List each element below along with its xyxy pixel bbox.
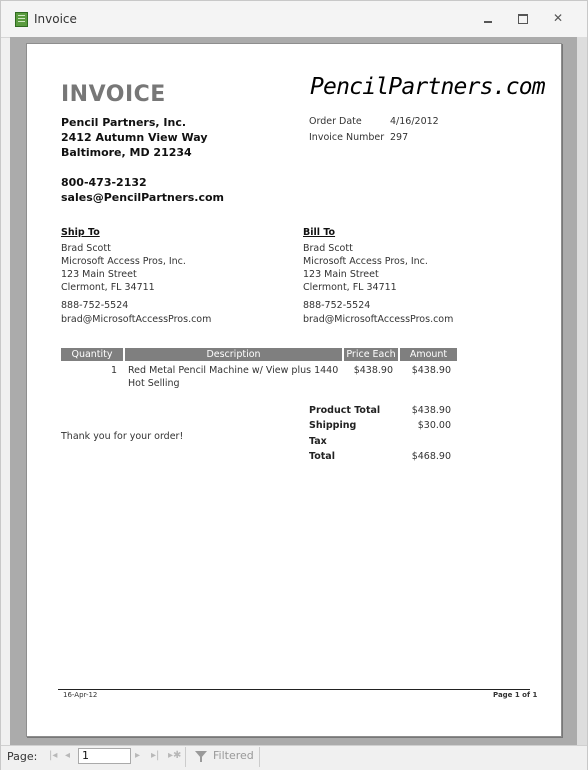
company-address2: Baltimore, MD 21234	[61, 146, 192, 159]
ship-to-address1: 123 Main Street	[61, 269, 137, 280]
vertical-scrollbar[interactable]	[577, 37, 587, 745]
company-email: sales@PencilPartners.com	[61, 191, 225, 204]
ship-to-address2: Clermont, FL 34711	[61, 282, 155, 293]
shipping-label: Shipping	[309, 420, 357, 431]
last-page-button[interactable]: ▸|	[151, 750, 160, 761]
col-header-quantity: Quantity	[61, 348, 123, 361]
row-description-line1: Red Metal Pencil Machine w/ View plus 1440	[128, 365, 339, 376]
filter-toggle[interactable]: Filtered	[213, 749, 254, 762]
total-label: Total	[309, 451, 335, 462]
thank-you-message: Thank you for your order!	[61, 431, 184, 442]
close-icon: ✕	[552, 11, 564, 25]
footer-page: Page 1 of 1	[493, 691, 538, 699]
col-header-amount: Amount	[400, 348, 457, 361]
tax-label: Tax	[309, 436, 327, 447]
ship-to-name: Brad Scott	[61, 243, 111, 254]
report-icon	[15, 12, 28, 27]
order-date-label: Order Date	[309, 116, 362, 127]
invoice-number-value: 297	[390, 132, 409, 143]
bill-to-address1: 123 Main Street	[303, 269, 379, 280]
maximize-button[interactable]	[516, 12, 530, 24]
maximize-icon	[518, 14, 528, 24]
total-value: $468.90	[411, 451, 451, 462]
company-name: Pencil Partners, Inc.	[61, 116, 187, 129]
page-label: Page:	[7, 750, 38, 763]
footer-divider	[58, 689, 530, 690]
bill-to-label: Bill To	[303, 227, 336, 238]
col-header-price: Price Each	[344, 348, 398, 361]
col-header-description: Description	[125, 348, 342, 361]
ship-to-phone: 888-752-5524	[61, 300, 129, 311]
record-navigation-bar	[1, 745, 587, 770]
bill-to-phone: 888-752-5524	[303, 300, 371, 311]
company-phone: 800-473-2132	[61, 176, 147, 189]
status-separator	[185, 747, 186, 767]
ship-to-company: Microsoft Access Pros, Inc.	[61, 256, 186, 267]
company-address1: 2412 Autumn View Way	[61, 131, 208, 144]
company-logo-text: PencilPartners.com	[310, 74, 545, 100]
shipping-value: $30.00	[417, 420, 451, 431]
bill-to-name: Brad Scott	[303, 243, 353, 254]
title-bar	[1, 1, 587, 38]
invoice-heading: INVOICE	[61, 82, 166, 107]
page-number-input[interactable]: 1	[78, 748, 131, 764]
next-page-button[interactable]: ▸	[135, 750, 141, 761]
order-date-value: 4/16/2012	[390, 116, 439, 127]
row-description-line2: Hot Selling	[128, 378, 180, 389]
close-button[interactable]	[551, 12, 565, 24]
bill-to-address2: Clermont, FL 34711	[303, 282, 397, 293]
status-separator	[259, 747, 260, 767]
footer-date: 16-Apr-12	[63, 691, 98, 699]
minimize-button[interactable]	[481, 12, 495, 24]
new-record-button[interactable]: ▸✱	[168, 750, 182, 761]
ship-to-label: Ship To	[61, 227, 100, 238]
ship-to-email: brad@MicrosoftAccessPros.com	[61, 314, 212, 325]
row-quantity: 1	[110, 365, 117, 376]
product-total-value: $438.90	[411, 405, 451, 416]
first-page-button[interactable]: |◂	[49, 750, 58, 761]
row-price: $438.90	[353, 365, 393, 376]
invoice-number-label: Invoice Number	[309, 132, 385, 143]
previous-page-button[interactable]: ◂	[65, 750, 71, 761]
report-viewport[interactable]	[10, 37, 577, 745]
filter-icon-stem	[200, 757, 202, 762]
report-page	[26, 43, 562, 737]
window-title: Invoice	[34, 12, 77, 26]
row-amount: $438.90	[411, 365, 451, 376]
product-total-label: Product Total	[309, 405, 381, 416]
bill-to-email: brad@MicrosoftAccessPros.com	[303, 314, 454, 325]
minimize-icon	[484, 21, 492, 23]
bill-to-company: Microsoft Access Pros, Inc.	[303, 256, 428, 267]
